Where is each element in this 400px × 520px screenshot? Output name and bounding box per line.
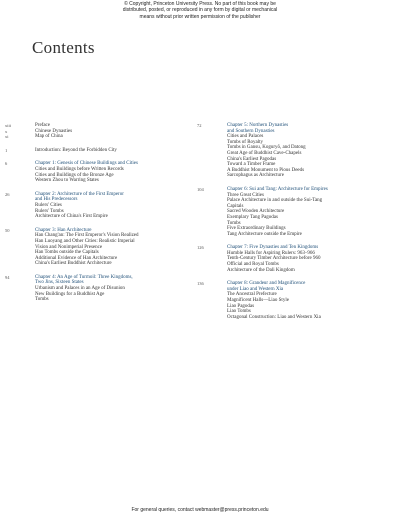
section-title: Cities and Buildings of the Bronze Age — [35, 172, 114, 178]
section-title: Vision and Nonimperial Presence — [35, 244, 103, 250]
entry-body — [227, 187, 362, 237]
section-title: Magnificent Halls—Liao Style — [227, 298, 289, 304]
chapter-title: Chapter 2: Architecture of the First Emperor — [35, 191, 124, 197]
section-title: Cities and Buildings before Written Records — [35, 166, 124, 172]
page-number: 94 — [5, 274, 10, 280]
chapter-entry — [5, 192, 170, 220]
entry-body — [227, 281, 362, 320]
section-title: Rulers' Cities — [35, 202, 62, 208]
entry-body — [35, 228, 170, 267]
copyright-notice — [0, 1, 400, 20]
section-title: Sarcophagus as Architecture — [227, 173, 284, 179]
section-title: Introduction: Beyond the Forbidden City — [35, 147, 117, 153]
section-title: Official and Royal Tombs — [227, 262, 279, 268]
section-title: Architecture of the Dali Kingdom — [227, 267, 295, 273]
section-title: China's Earliest Pagodas — [227, 156, 277, 162]
chapter-title: Chapter 5: Northern Dynasties — [227, 123, 289, 128]
page-number: 6 — [5, 161, 8, 167]
chapter-entry — [197, 187, 362, 237]
page-number: 136 — [197, 281, 204, 287]
section-title: Liao Tombs — [227, 309, 251, 315]
section-title: Chinese Dynasties — [35, 128, 73, 134]
entry-body — [35, 161, 170, 183]
section-title: Architecture of China's First Empire — [35, 214, 108, 220]
page-number: 126 — [197, 245, 204, 251]
chapter-title: Chapter 4: An Age of Turmoil: Three Kingdoms, — [35, 274, 133, 280]
section-title: Map of China — [35, 134, 63, 140]
entry-body — [35, 134, 170, 140]
section-title: Tenth-Century Timber Architecture before 960 — [227, 256, 321, 262]
section-title: Exemplary Tang Pagodas — [227, 214, 278, 220]
section-title: Tombs — [227, 220, 241, 226]
entry-body — [35, 275, 170, 303]
chapter-entry — [5, 161, 170, 183]
section-title: Sacred Wooden Architecture — [227, 209, 285, 215]
chapter-entry — [197, 281, 362, 320]
section-title: Liao Pagodas — [227, 303, 255, 309]
chapter-entry — [5, 275, 170, 303]
chapter-entry — [197, 123, 362, 179]
chapter-title: Chapter 7: Five Dynasties and Ten Kingdoms — [227, 245, 319, 251]
section-title: Additional Evidence of Han Architecture — [35, 255, 118, 261]
entry-body — [35, 148, 170, 154]
page-number: x — [5, 128, 8, 134]
toc-right-column — [197, 123, 362, 320]
page-number: xiii — [5, 123, 12, 128]
section-title: Palace Architecture in and outside the Sui-Tang — [227, 198, 323, 204]
copyright-line: © Copyright, Princeton University Press. No part of this book may be — [124, 1, 276, 7]
page-number: 72 — [197, 123, 202, 128]
section-title: Preface — [35, 123, 50, 128]
section-title: Toward a Timber Frame — [227, 162, 276, 168]
chapter-title: under Liao and Western Xia — [227, 286, 284, 292]
chapter-title: and His Predecessors — [35, 197, 78, 203]
section-title: Tombs of Royalty — [227, 139, 264, 145]
section-title: Humble Halls for Aspiring Rulers: 963–966 — [227, 250, 315, 256]
section-title: Tombs in Gansu, Koguryŏ, and Datong — [227, 145, 306, 151]
section-title: China's Earliest Buddhist Architecture — [35, 261, 112, 267]
entry-body — [35, 192, 170, 220]
section-title: The Ancestral Prefecture — [227, 292, 277, 298]
section-title: Han Tombs outside the Capitals — [35, 250, 99, 256]
section-title: Rulers' Tombs — [35, 208, 64, 214]
chapter-entry — [5, 228, 170, 267]
entry-body — [227, 245, 362, 273]
section-title: Three Great Cities — [227, 192, 264, 198]
chapter-title: Chapter 3: Han Architecture — [35, 227, 92, 233]
section-title: New Buildings for a Buddhist Age — [35, 291, 105, 297]
section-title: Five Extraordinary Buildings — [227, 226, 286, 232]
page-number: 104 — [197, 186, 204, 192]
section-title: Octagonal Construction: Liao and Western Xia — [227, 314, 321, 320]
copyright-line: means without prior written permission of the publisher — [139, 13, 261, 20]
section-title: Great Age of Buddhist Cave-Chapels — [227, 150, 302, 156]
page-number: xi — [5, 134, 9, 140]
chapter-title: Two Jins, Sixteen States — [35, 280, 84, 286]
page-title: Contents — [32, 38, 95, 57]
section-title: A Buddhist Monument to Pious Deeds — [227, 167, 305, 173]
page-number: 26 — [5, 191, 10, 197]
toc-left-column — [5, 123, 170, 303]
chapter-entry — [5, 148, 170, 154]
page-number: 1 — [5, 147, 8, 153]
section-title: Urbanism and Palaces in an Age of Disunion — [35, 286, 125, 292]
chapter-title: Chapter 8: Grandeur and Magnificence — [227, 281, 306, 287]
section-title: Cities and Palaces — [227, 134, 264, 140]
copyright-line: distributed, posted, or reproduced in any form by digital or mechanical — [122, 7, 278, 14]
chapter-title: Chapter 6: Sui and Tang: Architecture for Empires — [227, 186, 328, 192]
section-title: Han Chang'an: The First Emperor's Vision Realized — [35, 233, 139, 239]
chapter-title: Chapter 1: Genesis of Chinese Buildings and Cities — [35, 161, 138, 167]
chapter-title: and Southern Dynasties — [227, 128, 275, 134]
chapter-entry — [197, 245, 362, 273]
section-title: Tombs — [35, 297, 49, 303]
section-title: Tang Architecture outside the Empire — [227, 231, 302, 237]
section-title: Western Zhou to Warring States — [35, 178, 99, 184]
section-title: Han Luoyang and Other Cities: Realistic Imperial — [35, 238, 135, 244]
front-matter-entry — [5, 134, 170, 140]
footer-contact: For general queries, contact webmaster@press.princeton.edu — [131, 507, 269, 513]
page-number: 50 — [5, 227, 10, 233]
entry-body — [227, 123, 362, 179]
section-title: Capitals — [227, 203, 244, 209]
